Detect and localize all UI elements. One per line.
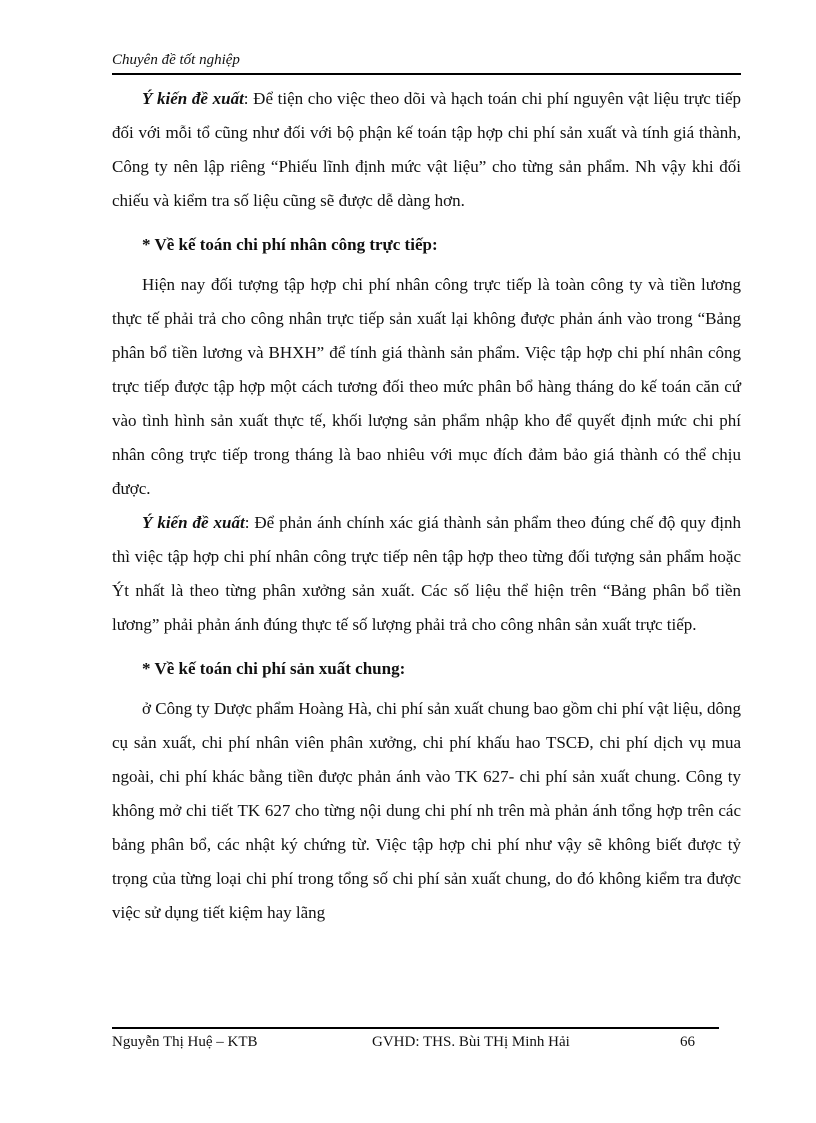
paragraph-text: : Để tiện cho việc theo dõi và hạch toán chi phí nguyên vật liệu trực tiếp đối với mỗi tổ cũng như đối với bộ phận kế toán tập hợp chi phí sản xuất và tính giá thành, Công ty nên lập riêng “Phiếu lĩnh định mức vật liệu” cho từng sản phẩm. Nh vậy khi đối chiếu và kiểm tra số liệu cũng sẽ được dễ dàng hơn. [112, 89, 741, 210]
section-heading-direct-labor: * Về kế toán chi phí nhân công trực tiếp: [142, 235, 438, 254]
section-heading-overhead: * Về kế toán chi phí sản xuất chung: [142, 659, 406, 678]
page-number: 66 [680, 1034, 695, 1050]
paragraph-overhead: ở Công ty Dược phẩm Hoàng Hà, chi phí sản xuất chung bao gồm chi phí vật liệu, dông cụ sản xuất, chi phí nhân viên phân xưởng, chi phí khấu hao TSCĐ, chi phí dịch vụ mua ngoài, chi phí khác bằng tiền được phản ánh vào TK 627- chi phí sản xuất chung. Công ty không mở chi tiết TK 627 cho từng nội dung chi phí nh trên mà phản ánh tổng hợp trên các bảng phân bổ, các nhật ký chứng từ. Việc tập hợp chi phí như vậy sẽ không biết được tỷ trọng của từng loại chi phí trong tổng số chi phí sản xuất chung, do đó không kiểm tra được việc sử dụng tiết kiệm hay lãng [112, 699, 741, 922]
paragraph-proposal-labor [112, 506, 741, 642]
proposal-lead: Ý kiến đề xuất [142, 513, 245, 532]
footer-divider [112, 1027, 719, 1029]
proposal-lead: Ý kiến đề xuất [142, 89, 244, 108]
paragraph-direct-labor: Hiện nay đối tượng tập hợp chi phí nhân công trực tiếp là toàn công ty và tiền lương thực tế phải trả cho công nhân trực tiếp sản xuất lại không được phản ánh vào trong “Bảng phân bổ tiền lương và BHXH” để tính giá thành sản phẩm. Việc tập hợp chi phí nhân công trực tiếp được tập hợp một cách tương đối theo mức phân bổ hàng tháng do kế toán căn cứ vào tình hình sản xuất thực tế, khối lượng sản phẩm nhập kho để quyết định mức chi phí nhân công trực tiếp trong tháng là bao nhiêu với mục đích đảm bảo giá thành có thể chịu được. [112, 275, 741, 498]
document-body [112, 82, 741, 930]
paragraph-text: : Để phản ánh chính xác giá thành sản phẩm theo đúng chế độ quy định thì việc tập hợp chi phí nhân công trực tiếp nên tập hợp theo từng đối tượng sản phẩm hoặc Ýt nhất là theo từng phân xưởng sản xuất. Các số liệu thể hiện trên “Bảng phân bổ tiền lương” phải phản ánh đúng thực tế số lượng phải trả cho công nhân sản xuất trực tiếp. [112, 513, 741, 634]
page-header-title: Chuyên đề tốt nghiệp [112, 52, 240, 68]
header-divider [112, 73, 741, 75]
footer-advisor: GVHD: THS. Bùi THị Minh Hải [372, 1034, 570, 1050]
footer-author: Nguyễn Thị Huệ – KTB [112, 1034, 258, 1050]
paragraph-proposal-materials [112, 82, 741, 218]
